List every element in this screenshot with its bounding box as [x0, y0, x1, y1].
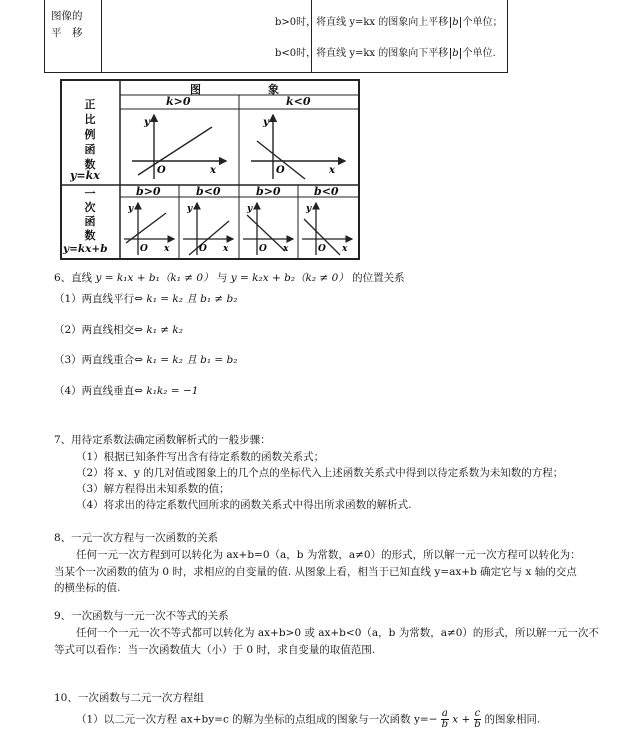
axis-x-label: x [342, 244, 348, 254]
row2-label: 一 次 函 数 [84, 187, 96, 242]
section10-item1: （1）以二元一次方程 ax+by=c 的解为坐标的点组成的图象与一次函数 y=− $\frac{a}{b}$ x + $\frac{c}{b}$ 的图象相同. [76, 708, 541, 730]
section8-line3: 的横坐标的值. [54, 582, 121, 594]
axis-y-label: y [263, 117, 269, 128]
axis-y-label: y [128, 204, 134, 214]
translation-row-up: b>0时，将直线 y=kx 的图象向上平移 b 个单位； [275, 17, 503, 28]
translation-label-line1: 图像的 [51, 10, 83, 22]
section8-line1: 任何一元一次方程到可以转化为 ax+b=0（a，b 为常数，a≠0）的形式，所以解一元一次方程可以转化为： [76, 549, 581, 561]
graph-proportional-k-negative [243, 111, 355, 183]
row1-formula: y=kx [70, 169, 100, 182]
origin-label: O [276, 165, 285, 176]
axis-x-label: x [283, 244, 289, 254]
section9-line2: 等式可以看作：当一次函数值大（小）于 0 时，求自变量的取值范围. [54, 644, 376, 656]
section7-step-1: （1）根据已知条件写出含有待定系数的函数关系式； [76, 451, 325, 463]
function-graph-table [60, 79, 360, 260]
section8-title: 8、一元一次方程与一次函数的关系 [54, 532, 219, 544]
translation-label-cell [45, 0, 102, 72]
subheader-b-neg-1: b<0 [196, 185, 221, 198]
origin-label: O [157, 165, 166, 176]
axis-y-label: y [187, 204, 193, 214]
origin-label: O [259, 244, 267, 254]
translation-label-line2: 平 移 [51, 27, 83, 39]
section7-step-2: （2）将 x、y 的几对值或图象上的几个点的坐标代入上述函数关系式中得到以待定系数为未知数的方程； [76, 467, 564, 479]
header-xiang: 象 [268, 83, 279, 96]
fraction-c-over-b: $\frac{c}{b}$ [474, 708, 481, 730]
header-k-negative: k<0 [286, 95, 311, 108]
header-tu: 图 [190, 83, 201, 96]
translation-row-down: b<0时，将直线 y=kx 的图象向下平移 b 个单位. [275, 48, 496, 59]
axis-x-label: x [223, 244, 229, 254]
abs-b-down: b [452, 48, 459, 59]
axis-x-label: x [210, 165, 216, 176]
graph-linear-k-pos-b-pos [122, 199, 178, 257]
origin-label: O [199, 244, 207, 254]
subheader-b-neg-2: b<0 [314, 185, 339, 198]
graph-linear-k-neg-b-neg [300, 199, 356, 257]
subheader-b-pos-2: b>0 [256, 185, 281, 198]
fraction-a-over-b: $\frac{a}{b}$ [441, 708, 449, 730]
section9-title: 9、一次函数与一元一次不等式的关系 [54, 610, 229, 622]
section7-step-3: （3）解方程得出未知系数的值； [76, 483, 230, 495]
subheader-b-pos-1: b>0 [136, 185, 161, 198]
section10-title: 10、一次函数与二元一次方程组 [54, 692, 204, 704]
origin-label: O [140, 244, 148, 254]
section6-item-perpendicular: （4）两直线垂直⇔ k₁k₂ = −1 [54, 385, 199, 397]
graph-proportional-k-positive [124, 111, 236, 183]
translation-empty-cell [101, 0, 312, 72]
section6-item-parallel: （1）两直线平行⇔ k₁ = k₂ 且 b₁ ≠ b₂ [54, 293, 238, 305]
origin-label: O [318, 244, 326, 254]
axis-x-label: x [164, 244, 170, 254]
section6-item-intersect: （2）两直线相交⇔ k₁ ≠ k₂ [54, 324, 183, 336]
section7-title: 7、用待定系数法确定函数解析式的一般步骤： [54, 434, 271, 446]
axis-x-label: x [329, 165, 335, 176]
section8-line2: 当某个一次函数的值为 0 时，求相应的自变量的值. 从图象上看，相当于已知直线 y=ax+b 确定它与 x 轴的交点 [54, 566, 577, 578]
row1-label: 正 比 例 函 数 [84, 98, 96, 171]
graph-linear-k-pos-b-neg [181, 199, 237, 257]
abs-b-up: b [452, 17, 459, 28]
header-k-positive: k>0 [166, 95, 191, 108]
graph-linear-k-neg-b-pos [241, 199, 297, 257]
axis-y-label: y [247, 204, 253, 214]
section7-step-4: （4）将求出的待定系数代回所求的函数关系式中得出所求函数的解析式. [76, 499, 412, 511]
section9-line1: 任何一个一元一次不等式都可以转化为 ax+b>0 或 ax+b<0（a，b 为常数，a≠0）的形式，所以解一元一次不 [76, 627, 599, 639]
row2-formula: y=kx+b [63, 243, 108, 255]
translation-table [44, 0, 508, 73]
section6-item-coincide: （3）两直线重合⇔ k₁ = k₂ 且 b₁ = b₂ [54, 354, 238, 366]
section6-title: 6、直线 y = k₁x + b₁（k₁ ≠ 0） 与 y = k₂x + b₂（k₂ ≠ 0） 的位置关系 [54, 272, 405, 284]
axis-y-label: y [306, 204, 312, 214]
axis-y-label: y [144, 117, 150, 128]
